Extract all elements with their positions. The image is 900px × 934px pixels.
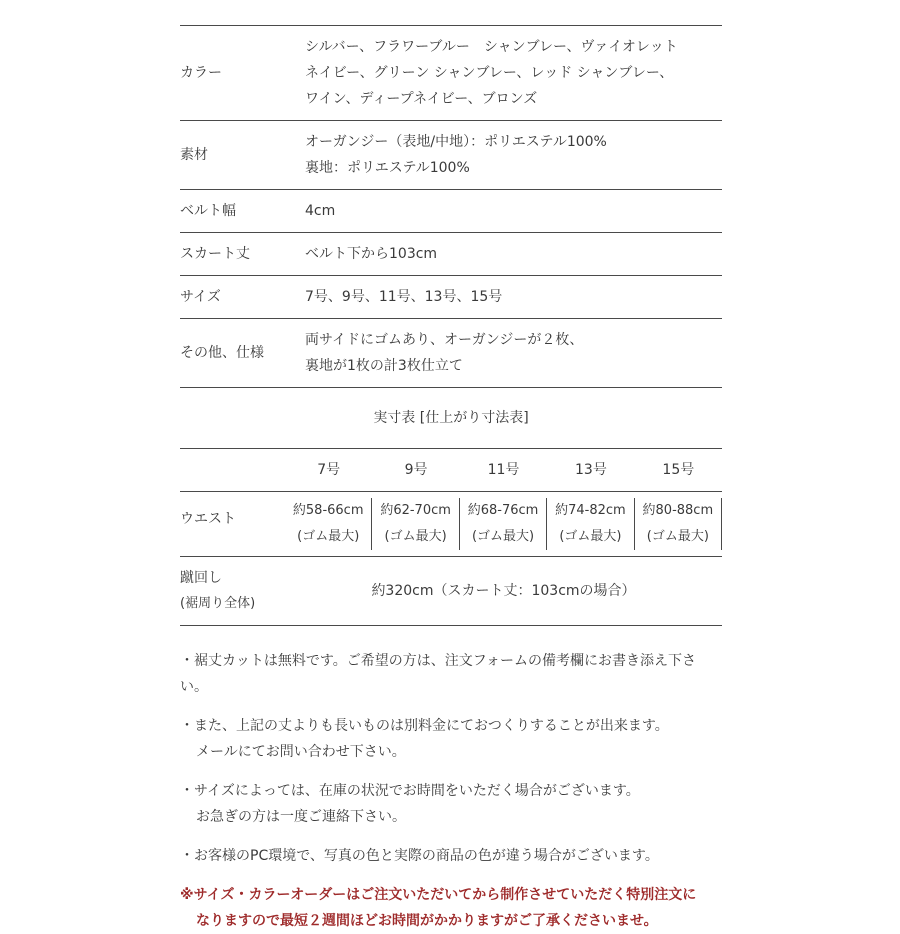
- hem-label: [180, 565, 285, 617]
- note-line: メールにてお問い合わせ下さい。: [196, 744, 406, 760]
- spec-value-line: 裏地が1枚の計3枚仕立て: [305, 358, 463, 374]
- note-hem-cut: [180, 648, 722, 700]
- spec-value-belt-width: [305, 198, 722, 224]
- spec-row-size: [180, 275, 722, 318]
- notes-section: [180, 648, 722, 934]
- spec-value-other: [305, 327, 722, 379]
- spec-value-line: シルバー、フラワーブルー シャンブレー、ヴァイオレット: [305, 39, 678, 55]
- waist-note: (ゴム最大): [297, 529, 360, 544]
- spec-value-skirt-length: [305, 241, 722, 267]
- spec-row-other: [180, 318, 722, 387]
- spec-row-color: [180, 25, 722, 120]
- special-order-note: [180, 882, 722, 934]
- note-line: ・また、上記の丈よりも長いものは別料金にておつくりすることが出来ます。: [180, 718, 669, 734]
- waist-range: 約68-76cm: [467, 503, 539, 518]
- waist-range: 約58-66cm: [292, 503, 364, 518]
- spec-value-line: 7号、9号、11号、13号、15号: [305, 289, 503, 305]
- spec-row-material: [180, 120, 722, 189]
- special-note-line: ※サイズ・カラーオーダーはご注文いただいてから制作させていただく特別注文に: [180, 887, 697, 903]
- size-header-row: [180, 448, 722, 491]
- spec-label-belt-width: ベルト幅: [180, 203, 236, 219]
- waist-cell-11: [460, 498, 547, 550]
- waist-cell-9: [372, 498, 459, 550]
- spec-label-color: カラー: [180, 65, 222, 81]
- waist-note: (ゴム最大): [471, 529, 535, 544]
- note-color-difference: [180, 843, 722, 869]
- spec-row-belt-width: [180, 189, 722, 232]
- spec-label-skirt-length: スカート丈: [180, 246, 250, 262]
- spec-value-line: ベルト下から103cm: [305, 246, 438, 262]
- spec-value-line: 4cm: [305, 203, 336, 219]
- waist-range: 約80-88cm: [642, 503, 714, 518]
- hem-label-line1: 蹴回し: [180, 570, 222, 586]
- waist-range: 約74-82cm: [555, 503, 626, 518]
- spec-value-line: 両サイドにゴムあり、オーガンジーが２枚、: [305, 332, 584, 348]
- note-longer-length: [180, 713, 722, 765]
- size-header-15: 15号: [662, 462, 695, 478]
- waist-row: [180, 491, 722, 556]
- size-header-7: 7号: [317, 462, 341, 478]
- waist-range: 約62-70cm: [380, 503, 451, 518]
- note-line: ・裾丈カットは無料です。ご希望の方は、注文フォームの備考欄にお書き添え下さい。: [180, 653, 697, 695]
- note-line: ・サイズによっては、在庫の状況でお時間をいただく場合がございます。: [180, 783, 640, 799]
- waist-cell-7: [285, 498, 372, 550]
- hem-value: 約320cm（スカート丈：103cmの場合）: [371, 583, 636, 599]
- spec-value-size: [305, 284, 722, 310]
- spec-value-color: [305, 34, 722, 112]
- spec-value-material: [305, 129, 722, 181]
- size-header-13: 13号: [575, 462, 607, 478]
- waist-note: (ゴム最大): [559, 529, 622, 544]
- spec-value-line: ワイン、ディープネイビー、ブロンズ: [305, 91, 538, 107]
- size-header-9: 9号: [404, 462, 428, 478]
- spec-value-line: オーガンジー（表地/中地）：ポリエステル100%: [305, 134, 607, 150]
- hem-label-line2: (裾周り全体): [180, 596, 256, 611]
- spec-table: [180, 25, 722, 388]
- spec-label-other: その他、仕様: [180, 345, 264, 361]
- waist-note: (ゴム最大): [384, 529, 447, 544]
- note-line: お急ぎの方は一度ご連絡下さい。: [196, 809, 406, 825]
- hem-row: [180, 556, 722, 625]
- measurement-table: [180, 448, 722, 626]
- spec-value-line: ネイビー、グリーン シャンブレー、レッド シャンブレー、: [305, 65, 674, 81]
- note-stock-delay: [180, 778, 722, 830]
- waist-note: (ゴム最大): [646, 529, 709, 544]
- note-line: ・お客様のPC環境で、写真の色と実際の商品の色が違う場合がございます。: [180, 848, 659, 864]
- spec-value-line: 裏地：ポリエステル100%: [305, 160, 470, 176]
- spec-label-size: サイズ: [180, 289, 221, 305]
- waist-cell-15: [635, 498, 722, 550]
- special-note-line: なりますので最短２週間ほどお時間がかかりますがご了承くださいませ。: [196, 913, 658, 929]
- waist-label: ウエスト: [180, 511, 236, 527]
- measurement-table-title: 実寸表 [仕上がり寸法表]: [373, 410, 529, 426]
- spec-label-material: 素材: [180, 147, 208, 163]
- size-header-11: 11号: [487, 462, 520, 478]
- spec-row-skirt-length: [180, 232, 722, 275]
- waist-cell-13: [547, 498, 634, 550]
